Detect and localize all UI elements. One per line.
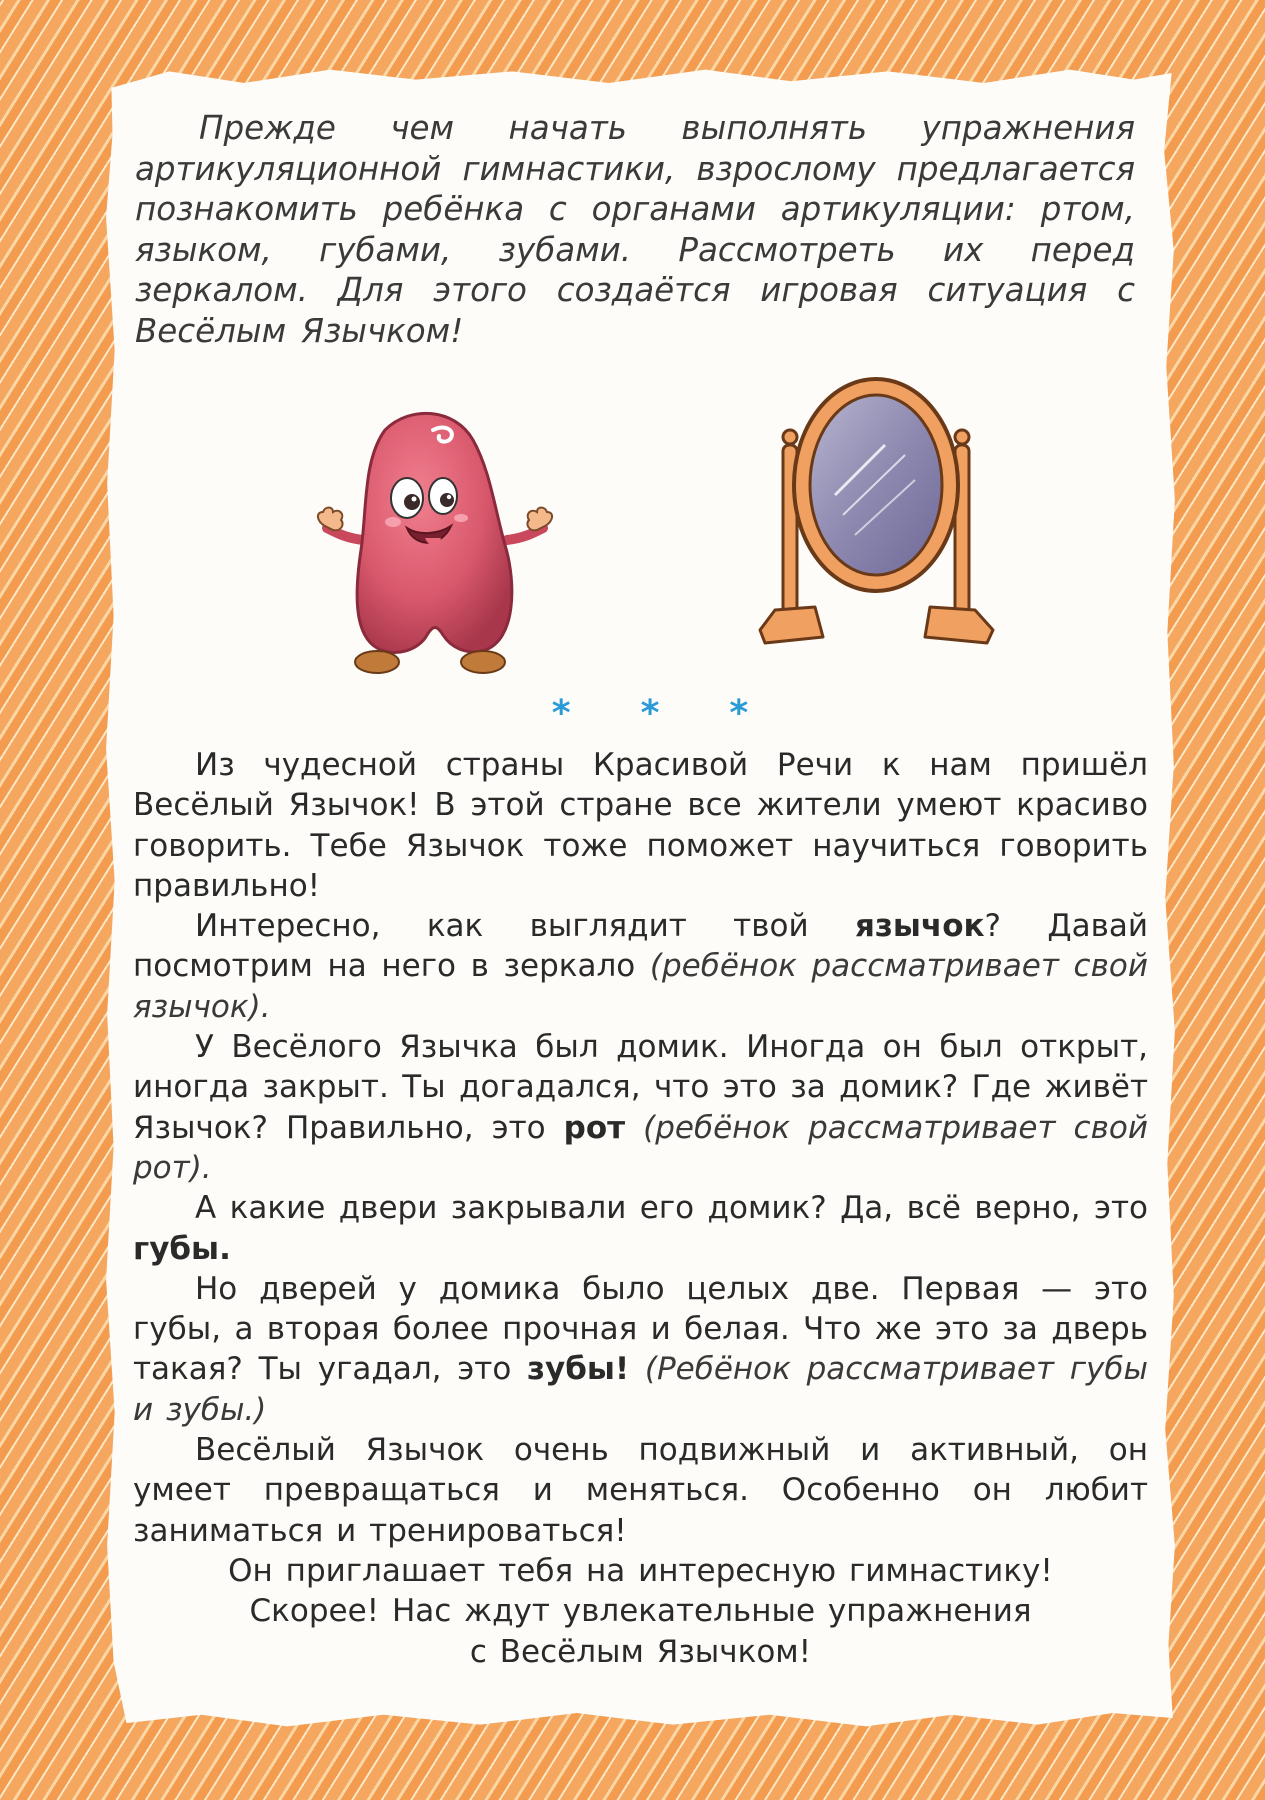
story-paragraph-4 (133, 1188, 1148, 1269)
star-icon: * (640, 693, 660, 734)
story-paragraph-5 (133, 1269, 1148, 1430)
text-span: Интересно, как выглядит твой (195, 908, 855, 945)
italic-remark: (Ребёнок рассматривает губы и зубы.) (133, 1351, 1148, 1428)
story-paragraph-1: Из чудесной страны Красивой Речи к нам пришёл Весёлый Язычок! В этой стране все жители умеют красиво говорить. Тебе Язычок тоже поможет научиться говорить правильно! (133, 747, 1148, 904)
intro-paragraph: Прежде чем начать выполнять упражнения артикуляционной гимнастики, взрослому предлагается познакомить ребёнка с органами артикуляции: ртом, языком, губами, зубами. Рассмотреть их перед зеркалом. Для этого создаётся игровая ситуация с Весёлым Язычком! (135, 109, 1135, 350)
star-icon: * (551, 693, 571, 734)
star-separator (500, 693, 800, 734)
text-span (629, 1351, 645, 1387)
bold-word-lips: губы. (133, 1230, 231, 1267)
mirror-icon (755, 375, 1000, 670)
story-text (133, 745, 1148, 1672)
closing-line-1: Он приглашает тебя на интересную гимнастику! (228, 1552, 1053, 1589)
text-span (625, 1110, 643, 1146)
story-paragraph-2 (133, 906, 1148, 1027)
story-paragraph-3 (133, 1027, 1148, 1188)
bold-word-tongue: язычок (854, 908, 985, 945)
bold-word-teeth: зубы! (527, 1351, 630, 1388)
intro-text (135, 108, 1135, 351)
text-span: Но дверей у домика было целых две. Первая — это губы, а вторая более прочная и белая. Что же это за дверь такая? Ты угадал, это (133, 1270, 1148, 1388)
italic-remark: (ребёнок рассматривает свой рот). (133, 1109, 1148, 1186)
italic-remark: (ребёнок рассматривает свой язычок). (133, 948, 1148, 1025)
closing-line-3: с Весёлым Язычком! (469, 1633, 812, 1670)
tongue-character-icon (315, 410, 555, 690)
text-span: ? Давай посмотрим на него в зеркало (133, 908, 1148, 985)
star-icon: * (729, 693, 749, 734)
bold-word-mouth: рот (563, 1109, 626, 1146)
story-paragraph-6: Весёлый Язычок очень подвижный и активный, он умеет превращаться и меняться. Особенно он любит заниматься и тренироваться! (133, 1432, 1148, 1549)
closing-line-2: Скорее! Нас ждут увлекательные упражнения (249, 1593, 1032, 1630)
text-span: А какие двери закрывали его домик? Да, всё верно, это (195, 1190, 1148, 1227)
text-span: У Весёлого Язычка был домик. Иногда он был открыт, иногда закрыт. Ты догадался, что это за домик? Где живёт Язычок? Правильно, это (133, 1029, 1148, 1146)
